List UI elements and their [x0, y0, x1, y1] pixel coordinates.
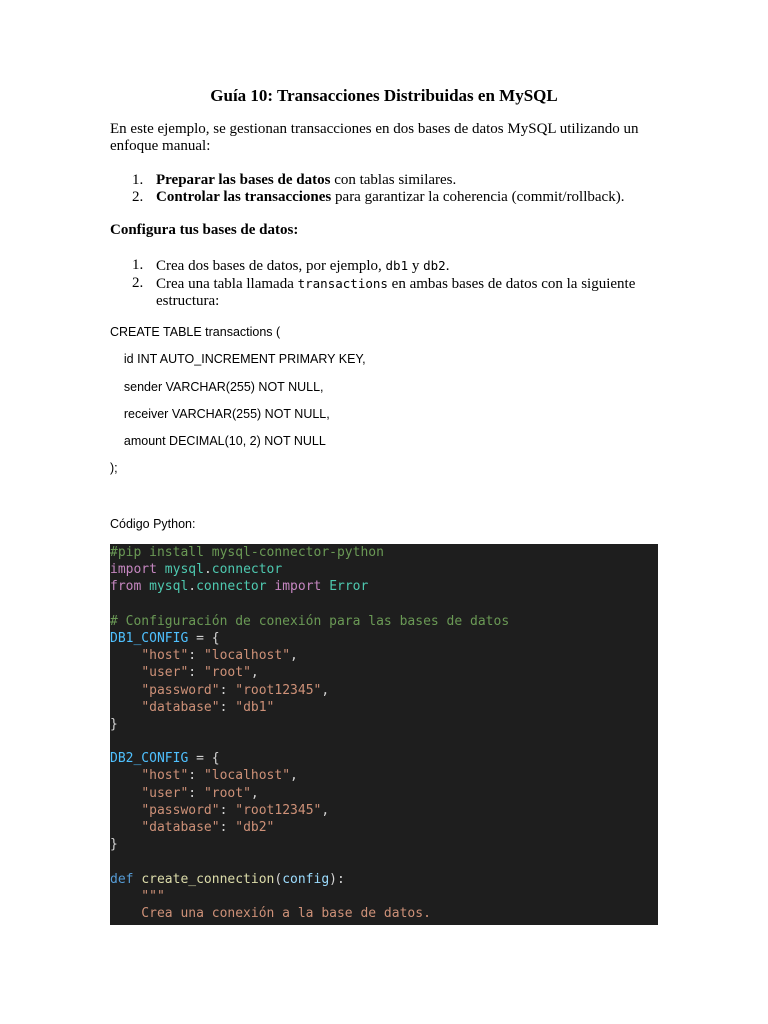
- code-token: "host": [141, 648, 189, 664]
- code-token: :: [219, 802, 236, 818]
- code-token: # Configuración de conexión para las bases de datos: [110, 613, 510, 629]
- code-token: Error: [329, 579, 369, 595]
- code-token: ,: [321, 682, 330, 698]
- code-line: [110, 853, 658, 870]
- sql-line: );: [110, 461, 118, 476]
- code-line: [110, 682, 658, 699]
- code-line: [110, 750, 658, 767]
- code-token: connector: [211, 562, 283, 578]
- code-line: [110, 802, 658, 819]
- sql-line: receiver VARCHAR(255) NOT NULL,: [110, 406, 330, 421]
- inline-code: transactions: [297, 276, 388, 291]
- code-token: [141, 579, 149, 594]
- code-token: :: [188, 785, 204, 801]
- code-token: "root12345": [235, 802, 322, 818]
- code-token: :: [188, 648, 204, 664]
- code-token: "root": [203, 665, 251, 681]
- list-item: 1. Crea dos bases de datos, por ejemplo, db1 y db2.: [132, 257, 450, 274]
- code-token: "password": [141, 802, 220, 818]
- inline-code: db2: [423, 258, 446, 273]
- code-token: :: [219, 820, 236, 835]
- code-token: "localhost": [203, 648, 291, 664]
- code-token: = {: [188, 630, 220, 646]
- code-token: "db2": [235, 820, 275, 835]
- code-token: ,: [290, 768, 298, 784]
- code-token: import: [274, 579, 322, 595]
- code-token: ,: [321, 802, 330, 818]
- code-token: ,: [250, 785, 259, 801]
- code-token: }: [110, 716, 118, 732]
- code-line: [110, 699, 658, 716]
- list-item: 1. Preparar las bases de datos con tablas similares.: [132, 172, 457, 188]
- code-token: DB1_CONFIG: [110, 630, 189, 646]
- code-line: [110, 871, 658, 888]
- code-line: [110, 836, 658, 853]
- code-token: [157, 562, 165, 577]
- code-line: [110, 733, 658, 750]
- code-token: #pip install mysql-connector-python: [110, 545, 384, 560]
- inline-code: db1: [385, 258, 409, 273]
- config-heading: Configura tus bases de datos:: [110, 222, 299, 238]
- code-token: [110, 665, 141, 680]
- code-token: :: [219, 682, 236, 698]
- code-line: [110, 544, 658, 561]
- code-token: "localhost": [203, 768, 291, 784]
- code-token: "host": [141, 768, 189, 784]
- sql-line: amount DECIMAL(10, 2) NOT NULL: [110, 434, 326, 449]
- code-token: [110, 648, 141, 663]
- code-token: create_connection: [141, 871, 275, 887]
- list-item: 2. Crea una tabla llamada transactions en ambas bases de datos con la siguiente estructura:: [132, 275, 636, 309]
- config-steps-list: [110, 257, 658, 310]
- code-token: "password": [141, 682, 220, 698]
- code-token: "database": [141, 820, 220, 835]
- python-code-block: [110, 544, 658, 925]
- code-token: "db1": [235, 699, 275, 715]
- code-token: DB2_CONFIG: [110, 751, 189, 767]
- code-line: [110, 767, 658, 784]
- code-token: :: [188, 768, 204, 784]
- code-token: .: [188, 579, 197, 595]
- code-token: [110, 820, 141, 835]
- list-item: 2. Controlar las transacciones para garantizar la coherencia (commit/rollback).: [132, 189, 625, 205]
- sql-line: id INT AUTO_INCREMENT PRIMARY KEY,: [110, 352, 366, 367]
- code-token: "user": [141, 785, 189, 801]
- intro-paragraph: En este ejemplo, se gestionan transacciones en dos bases de datos MySQL utilizando un enfoque manual:: [110, 121, 639, 154]
- page-title: Guía 10: Transacciones Distribuidas en MySQL: [210, 86, 558, 105]
- code-token: """: [110, 888, 165, 904]
- code-token: "user": [141, 665, 189, 681]
- code-line: [110, 905, 658, 922]
- code-token: [110, 683, 141, 698]
- code-line: [110, 664, 658, 681]
- code-token: def: [110, 871, 134, 887]
- code-line: [110, 888, 658, 905]
- code-token: [110, 786, 141, 801]
- code-line: [110, 578, 658, 595]
- code-token: ,: [290, 648, 298, 664]
- code-token: "database": [141, 699, 220, 715]
- code-line: [110, 647, 658, 664]
- code-token: :: [219, 699, 236, 715]
- code-token: [110, 700, 141, 715]
- code-token: config: [282, 871, 330, 887]
- code-line: [110, 596, 658, 613]
- sql-line: CREATE TABLE transactions (: [110, 325, 281, 339]
- code-line: [110, 785, 658, 802]
- code-token: .: [203, 562, 212, 578]
- code-token: ,: [250, 665, 259, 681]
- sql-line: sender VARCHAR(255) NOT NULL,: [110, 379, 324, 394]
- code-token: [321, 579, 329, 594]
- code-token: :: [188, 665, 204, 681]
- code-token: import: [110, 562, 157, 578]
- code-token: = {: [188, 751, 220, 767]
- code-line: [110, 716, 658, 733]
- code-token: ):: [329, 871, 345, 887]
- code-token: [110, 803, 141, 818]
- code-token: "root": [203, 785, 251, 801]
- code-token: mysql: [164, 562, 204, 578]
- sql-block: [110, 324, 658, 488]
- steps-list: [110, 172, 658, 206]
- code-label: Código Python:: [110, 517, 196, 531]
- code-line: [110, 819, 658, 836]
- code-token: Crea una conexión a la base de datos.: [110, 905, 431, 921]
- code-line: [110, 630, 658, 647]
- code-token: mysql: [149, 579, 189, 595]
- code-token: connector: [196, 579, 267, 595]
- code-line: [110, 613, 658, 630]
- code-token: "root12345": [235, 682, 322, 698]
- code-token: from: [110, 579, 142, 595]
- code-token: [110, 768, 141, 783]
- code-token: (: [274, 871, 283, 887]
- code-line: [110, 561, 658, 578]
- code-token: }: [110, 837, 118, 853]
